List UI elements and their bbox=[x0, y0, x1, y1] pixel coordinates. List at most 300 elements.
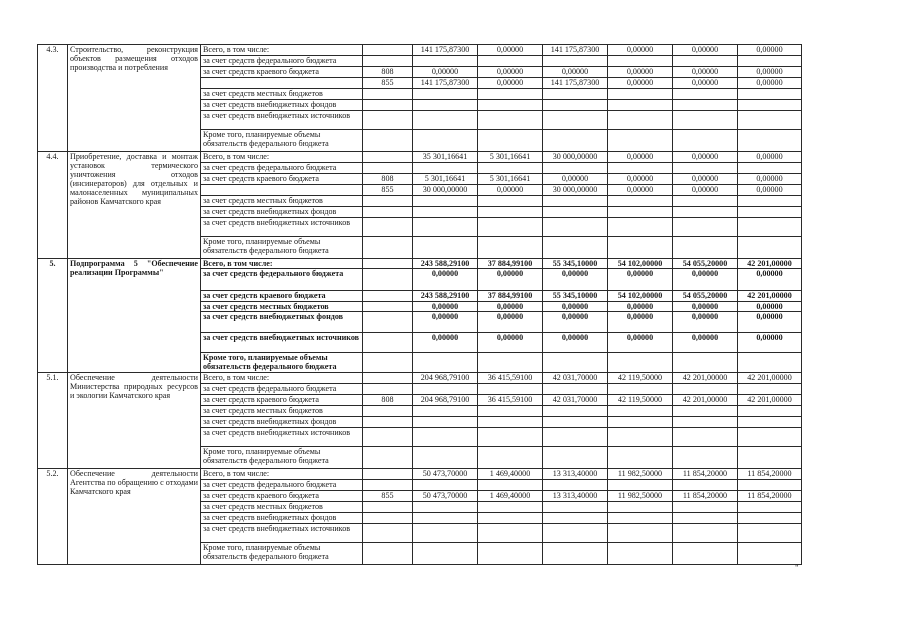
amount-year: 0,00000 bbox=[608, 45, 673, 56]
amount-year bbox=[543, 543, 608, 565]
amount-year bbox=[673, 417, 738, 428]
amount-year bbox=[478, 237, 543, 259]
amount-year bbox=[478, 196, 543, 207]
amount-total: 30 000,00000 bbox=[413, 185, 478, 196]
amount-year bbox=[673, 207, 738, 218]
amount-total: 0,00000 bbox=[413, 269, 478, 291]
amount-year: 0,00000 bbox=[478, 78, 543, 89]
amount-total: 5 301,16641 bbox=[413, 174, 478, 185]
amount-year: 0,00000 bbox=[673, 333, 738, 353]
amount-year: 0,00000 bbox=[478, 312, 543, 333]
amount-year: 0,00000 bbox=[673, 312, 738, 333]
budget-code bbox=[363, 417, 413, 428]
budget-code bbox=[363, 237, 413, 259]
amount-year bbox=[543, 100, 608, 111]
amount-year bbox=[608, 89, 673, 100]
table-row bbox=[38, 45, 802, 56]
table-row bbox=[38, 259, 802, 269]
amount-year bbox=[673, 384, 738, 395]
amount-year: 0,00000 bbox=[608, 185, 673, 196]
amount-year bbox=[543, 353, 608, 373]
budget-code: 855 bbox=[363, 491, 413, 502]
budget-code bbox=[363, 89, 413, 100]
amount-year bbox=[673, 447, 738, 469]
amount-year bbox=[608, 480, 673, 491]
amount-year bbox=[738, 196, 802, 207]
budget-code: 808 bbox=[363, 67, 413, 78]
amount-year bbox=[673, 513, 738, 524]
funding-source: Всего, в том числе: bbox=[201, 45, 363, 56]
budget-code bbox=[363, 56, 413, 67]
amount-year: 37 884,99100 bbox=[478, 291, 543, 302]
amount-total bbox=[413, 406, 478, 417]
amount-year bbox=[738, 56, 802, 67]
amount-year bbox=[543, 428, 608, 447]
amount-year bbox=[608, 543, 673, 565]
budget-code bbox=[363, 406, 413, 417]
activity-name: Обеспечение деятельности Агентства по обращению с отходами Камчатского края bbox=[68, 469, 201, 565]
amount-year: 54 055,20000 bbox=[673, 259, 738, 269]
amount-year: 0,00000 bbox=[608, 152, 673, 163]
amount-year: 42 031,70000 bbox=[543, 395, 608, 406]
budget-code bbox=[363, 502, 413, 513]
amount-year bbox=[673, 543, 738, 565]
amount-total bbox=[413, 100, 478, 111]
amount-year: 0,00000 bbox=[608, 67, 673, 78]
amount-year bbox=[543, 196, 608, 207]
amount-year: 0,00000 bbox=[543, 312, 608, 333]
funding-source: за счет средств внебюджетных источников bbox=[201, 333, 363, 353]
table-row bbox=[38, 469, 802, 480]
amount-year bbox=[608, 100, 673, 111]
budget-table bbox=[37, 44, 802, 565]
amount-year bbox=[608, 384, 673, 395]
amount-year bbox=[543, 111, 608, 130]
amount-year bbox=[673, 524, 738, 543]
amount-year: 5 301,16641 bbox=[478, 152, 543, 163]
funding-source: за счет средств федерального бюджета bbox=[201, 384, 363, 395]
budget-code bbox=[363, 218, 413, 237]
budget-code bbox=[363, 111, 413, 130]
amount-year: 0,00000 bbox=[608, 312, 673, 333]
budget-code bbox=[363, 373, 413, 384]
amount-year: 0,00000 bbox=[738, 67, 802, 78]
funding-source: Кроме того, планируемые объемы обязательств федерального бюджета bbox=[201, 130, 363, 152]
budget-code: 808 bbox=[363, 174, 413, 185]
amount-year bbox=[738, 406, 802, 417]
amount-total: 50 473,70000 bbox=[413, 469, 478, 480]
funding-source: за счет средств местных бюджетов bbox=[201, 196, 363, 207]
amount-year bbox=[608, 513, 673, 524]
amount-year bbox=[608, 111, 673, 130]
amount-total bbox=[413, 207, 478, 218]
amount-year bbox=[738, 100, 802, 111]
amount-year: 1 469,40000 bbox=[478, 469, 543, 480]
funding-source: за счет средств федерального бюджета bbox=[201, 480, 363, 491]
amount-year: 0,00000 bbox=[543, 269, 608, 291]
amount-year bbox=[543, 384, 608, 395]
amount-year: 54 102,00000 bbox=[608, 259, 673, 269]
budget-code bbox=[363, 163, 413, 174]
funding-source: за счет средств местных бюджетов bbox=[201, 406, 363, 417]
amount-year bbox=[738, 428, 802, 447]
amount-year bbox=[738, 218, 802, 237]
amount-year bbox=[738, 111, 802, 130]
amount-total bbox=[413, 353, 478, 373]
corner-mark: " bbox=[795, 563, 799, 573]
amount-year: 11 854,20000 bbox=[738, 491, 802, 502]
amount-year: 0,00000 bbox=[478, 185, 543, 196]
amount-year bbox=[478, 428, 543, 447]
amount-year bbox=[608, 447, 673, 469]
amount-year bbox=[478, 56, 543, 67]
budget-code bbox=[363, 353, 413, 373]
amount-year: 0,00000 bbox=[543, 302, 608, 312]
amount-year: 0,00000 bbox=[738, 78, 802, 89]
amount-year bbox=[738, 417, 802, 428]
amount-year bbox=[543, 207, 608, 218]
amount-year: 42 201,00000 bbox=[738, 291, 802, 302]
amount-total bbox=[413, 163, 478, 174]
budget-code bbox=[363, 207, 413, 218]
amount-year bbox=[738, 447, 802, 469]
amount-total bbox=[413, 196, 478, 207]
amount-year bbox=[738, 163, 802, 174]
amount-year bbox=[738, 384, 802, 395]
funding-source: за счет средств краевого бюджета bbox=[201, 291, 363, 302]
amount-year bbox=[478, 406, 543, 417]
amount-total: 0,00000 bbox=[413, 312, 478, 333]
amount-year: 0,00000 bbox=[478, 269, 543, 291]
amount-year bbox=[608, 428, 673, 447]
amount-year bbox=[478, 524, 543, 543]
table-row bbox=[38, 373, 802, 384]
funding-source: за счет средств федерального бюджета bbox=[201, 269, 363, 291]
funding-source: за счет средств краевого бюджета bbox=[201, 395, 363, 406]
funding-source: за счет средств внебюджетных источников bbox=[201, 218, 363, 237]
amount-year: 0,00000 bbox=[673, 67, 738, 78]
funding-source: Всего, в том числе: bbox=[201, 373, 363, 384]
amount-year: 11 854,20000 bbox=[738, 469, 802, 480]
funding-source: за счет средств внебюджетных источников bbox=[201, 111, 363, 130]
amount-year: 0,00000 bbox=[478, 67, 543, 78]
amount-year bbox=[738, 130, 802, 152]
amount-year: 0,00000 bbox=[608, 269, 673, 291]
amount-year bbox=[673, 237, 738, 259]
amount-year bbox=[478, 502, 543, 513]
amount-total: 204 968,79100 bbox=[413, 373, 478, 384]
funding-source: Кроме того, планируемые объемы обязательств федерального бюджета bbox=[201, 353, 363, 373]
funding-source: за счет средств внебюджетных источников bbox=[201, 428, 363, 447]
amount-year: 30 000,00000 bbox=[543, 152, 608, 163]
amount-total bbox=[413, 513, 478, 524]
amount-year bbox=[608, 218, 673, 237]
amount-year: 13 313,40000 bbox=[543, 469, 608, 480]
budget-code: 808 bbox=[363, 395, 413, 406]
amount-total: 204 968,79100 bbox=[413, 395, 478, 406]
amount-year bbox=[673, 163, 738, 174]
amount-year: 5 301,16641 bbox=[478, 174, 543, 185]
activity-name: Подпрограмма 5 "Обеспечение реализации Программы" bbox=[68, 259, 201, 373]
amount-year bbox=[673, 89, 738, 100]
budget-code bbox=[363, 384, 413, 395]
funding-source: за счет средств краевого бюджета bbox=[201, 491, 363, 502]
amount-year bbox=[543, 163, 608, 174]
amount-year bbox=[543, 513, 608, 524]
budget-code bbox=[363, 269, 413, 291]
budget-code bbox=[363, 152, 413, 163]
amount-year bbox=[608, 406, 673, 417]
amount-year bbox=[608, 163, 673, 174]
amount-total bbox=[413, 480, 478, 491]
funding-source bbox=[201, 185, 363, 196]
amount-year bbox=[738, 502, 802, 513]
funding-source: за счет средств внебюджетных фондов bbox=[201, 513, 363, 524]
amount-year bbox=[478, 480, 543, 491]
amount-year: 11 854,20000 bbox=[673, 469, 738, 480]
amount-year: 0,00000 bbox=[738, 174, 802, 185]
amount-total bbox=[413, 218, 478, 237]
amount-year: 0,00000 bbox=[673, 302, 738, 312]
amount-year bbox=[543, 89, 608, 100]
amount-year bbox=[608, 524, 673, 543]
amount-year: 37 884,99100 bbox=[478, 259, 543, 269]
amount-year: 0,00000 bbox=[478, 45, 543, 56]
amount-year bbox=[478, 111, 543, 130]
budget-code bbox=[363, 130, 413, 152]
amount-year: 0,00000 bbox=[738, 312, 802, 333]
amount-year bbox=[673, 502, 738, 513]
amount-year bbox=[478, 100, 543, 111]
amount-year: 0,00000 bbox=[478, 333, 543, 353]
funding-source: Кроме того, планируемые объемы обязательств федерального бюджета bbox=[201, 237, 363, 259]
amount-year: 0,00000 bbox=[673, 269, 738, 291]
funding-source: за счет средств внебюджетных фондов bbox=[201, 100, 363, 111]
funding-source: Кроме того, планируемые объемы обязательств федерального бюджета bbox=[201, 447, 363, 469]
row-index: 4.4. bbox=[38, 152, 68, 259]
amount-year: 0,00000 bbox=[673, 185, 738, 196]
amount-year bbox=[478, 89, 543, 100]
amount-year: 11 982,50000 bbox=[608, 491, 673, 502]
amount-year: 42 201,00000 bbox=[673, 373, 738, 384]
funding-source: за счет средств внебюджетных фондов bbox=[201, 207, 363, 218]
amount-year: 42 201,00000 bbox=[673, 395, 738, 406]
budget-code bbox=[363, 513, 413, 524]
amount-year: 0,00000 bbox=[608, 302, 673, 312]
funding-source: за счет средств внебюджетных фондов bbox=[201, 312, 363, 333]
amount-year: 54 102,00000 bbox=[608, 291, 673, 302]
amount-year bbox=[738, 237, 802, 259]
amount-year bbox=[608, 130, 673, 152]
funding-source: за счет средств местных бюджетов bbox=[201, 502, 363, 513]
budget-code: 855 bbox=[363, 78, 413, 89]
amount-total: 0,00000 bbox=[413, 302, 478, 312]
amount-year bbox=[543, 417, 608, 428]
amount-total: 35 301,16641 bbox=[413, 152, 478, 163]
funding-source: за счет средств местных бюджетов bbox=[201, 302, 363, 312]
amount-year bbox=[738, 89, 802, 100]
budget-code bbox=[363, 447, 413, 469]
amount-total bbox=[413, 56, 478, 67]
amount-year: 0,00000 bbox=[738, 333, 802, 353]
amount-total bbox=[413, 111, 478, 130]
amount-year bbox=[738, 207, 802, 218]
table-row bbox=[38, 152, 802, 163]
amount-year: 42 201,00000 bbox=[738, 259, 802, 269]
amount-total bbox=[413, 428, 478, 447]
amount-year bbox=[478, 417, 543, 428]
amount-year bbox=[608, 417, 673, 428]
amount-year bbox=[478, 384, 543, 395]
amount-year: 141 175,87300 bbox=[543, 45, 608, 56]
amount-year bbox=[543, 502, 608, 513]
funding-source: за счет средств местных бюджетов bbox=[201, 89, 363, 100]
amount-total bbox=[413, 384, 478, 395]
amount-year: 0,00000 bbox=[608, 78, 673, 89]
row-index: 4.3. bbox=[38, 45, 68, 152]
amount-year bbox=[543, 524, 608, 543]
amount-year: 1 469,40000 bbox=[478, 491, 543, 502]
funding-source bbox=[201, 78, 363, 89]
amount-year bbox=[478, 447, 543, 469]
amount-year bbox=[478, 163, 543, 174]
amount-total bbox=[413, 524, 478, 543]
amount-year: 55 345,10000 bbox=[543, 291, 608, 302]
amount-year bbox=[673, 480, 738, 491]
amount-year: 0,00000 bbox=[738, 185, 802, 196]
amount-year: 42 031,70000 bbox=[543, 373, 608, 384]
amount-total: 0,00000 bbox=[413, 333, 478, 353]
amount-year bbox=[478, 207, 543, 218]
amount-year: 0,00000 bbox=[608, 174, 673, 185]
amount-year bbox=[478, 513, 543, 524]
amount-year: 13 313,40000 bbox=[543, 491, 608, 502]
amount-year bbox=[543, 447, 608, 469]
amount-total bbox=[413, 417, 478, 428]
funding-source: Всего, в том числе: bbox=[201, 152, 363, 163]
amount-year: 0,00000 bbox=[478, 302, 543, 312]
amount-total bbox=[413, 237, 478, 259]
amount-year bbox=[608, 502, 673, 513]
amount-year: 36 415,59100 bbox=[478, 373, 543, 384]
funding-source: за счет средств внебюджетных источников bbox=[201, 524, 363, 543]
amount-total: 0,00000 bbox=[413, 67, 478, 78]
budget-code bbox=[363, 259, 413, 269]
budget-code bbox=[363, 428, 413, 447]
budget-code bbox=[363, 291, 413, 302]
amount-year bbox=[673, 353, 738, 373]
funding-source: Всего, в том числе: bbox=[201, 469, 363, 480]
amount-year: 141 175,87300 bbox=[543, 78, 608, 89]
amount-year: 0,00000 bbox=[673, 152, 738, 163]
amount-year bbox=[738, 524, 802, 543]
amount-year bbox=[543, 56, 608, 67]
amount-year bbox=[478, 543, 543, 565]
amount-year bbox=[608, 207, 673, 218]
amount-year bbox=[738, 353, 802, 373]
amount-year: 0,00000 bbox=[738, 302, 802, 312]
amount-year: 0,00000 bbox=[673, 174, 738, 185]
budget-code bbox=[363, 543, 413, 565]
amount-year bbox=[673, 130, 738, 152]
amount-year bbox=[673, 111, 738, 130]
amount-year bbox=[608, 237, 673, 259]
amount-year: 54 055,20000 bbox=[673, 291, 738, 302]
amount-year bbox=[673, 218, 738, 237]
amount-year: 42 201,00000 bbox=[738, 395, 802, 406]
amount-year: 0,00000 bbox=[543, 67, 608, 78]
amount-year: 0,00000 bbox=[673, 78, 738, 89]
amount-year bbox=[608, 56, 673, 67]
amount-year bbox=[738, 543, 802, 565]
amount-total bbox=[413, 130, 478, 152]
amount-year bbox=[673, 56, 738, 67]
amount-year: 30 000,00000 bbox=[543, 185, 608, 196]
row-index: 5. bbox=[38, 259, 68, 373]
amount-year: 0,00000 bbox=[738, 45, 802, 56]
amount-year bbox=[673, 100, 738, 111]
amount-total bbox=[413, 447, 478, 469]
amount-year bbox=[738, 480, 802, 491]
budget-table-body bbox=[38, 45, 802, 565]
funding-source: Всего, в том числе: bbox=[201, 259, 363, 269]
budget-code bbox=[363, 480, 413, 491]
budget-code bbox=[363, 100, 413, 111]
amount-year bbox=[543, 480, 608, 491]
activity-name: Строительство, реконструкция объектов размещения отходов производства и потребления bbox=[68, 45, 201, 152]
funding-source: за счет средств федерального бюджета bbox=[201, 56, 363, 67]
amount-year bbox=[738, 513, 802, 524]
budget-code bbox=[363, 524, 413, 543]
amount-year: 0,00000 bbox=[738, 269, 802, 291]
amount-total bbox=[413, 543, 478, 565]
row-index: 5.1. bbox=[38, 373, 68, 469]
activity-name: Приобретение, доставка и монтаж установок термического уничтожения отходов (инсинераторов) для отдельных и малонаселенных муниципальных районов Камчатского края bbox=[68, 152, 201, 259]
funding-source: за счет средств внебюджетных фондов bbox=[201, 417, 363, 428]
amount-year bbox=[543, 406, 608, 417]
amount-year bbox=[543, 130, 608, 152]
amount-year: 36 415,59100 bbox=[478, 395, 543, 406]
amount-year bbox=[608, 196, 673, 207]
activity-name: Обеспечение деятельности Министерства природных ресурсов и экологии Камчатского края bbox=[68, 373, 201, 469]
budget-code bbox=[363, 469, 413, 480]
budget-code bbox=[363, 196, 413, 207]
budget-code bbox=[363, 333, 413, 353]
amount-total: 141 175,87300 bbox=[413, 78, 478, 89]
amount-total bbox=[413, 89, 478, 100]
amount-year bbox=[543, 218, 608, 237]
amount-year: 42 119,50000 bbox=[608, 373, 673, 384]
funding-source: за счет средств краевого бюджета bbox=[201, 67, 363, 78]
amount-year bbox=[673, 428, 738, 447]
amount-year bbox=[478, 130, 543, 152]
amount-year: 0,00000 bbox=[543, 333, 608, 353]
amount-year: 0,00000 bbox=[608, 333, 673, 353]
funding-source: за счет средств федерального бюджета bbox=[201, 163, 363, 174]
amount-year: 42 201,00000 bbox=[738, 373, 802, 384]
amount-year: 0,00000 bbox=[673, 45, 738, 56]
amount-year: 0,00000 bbox=[738, 152, 802, 163]
amount-total bbox=[413, 502, 478, 513]
funding-source: Кроме того, планируемые объемы обязательств федерального бюджета bbox=[201, 543, 363, 565]
amount-year: 0,00000 bbox=[543, 174, 608, 185]
amount-total: 243 588,29100 bbox=[413, 291, 478, 302]
amount-year bbox=[478, 353, 543, 373]
funding-source: за счет средств краевого бюджета bbox=[201, 174, 363, 185]
amount-year bbox=[673, 406, 738, 417]
amount-year bbox=[673, 196, 738, 207]
amount-year bbox=[478, 218, 543, 237]
